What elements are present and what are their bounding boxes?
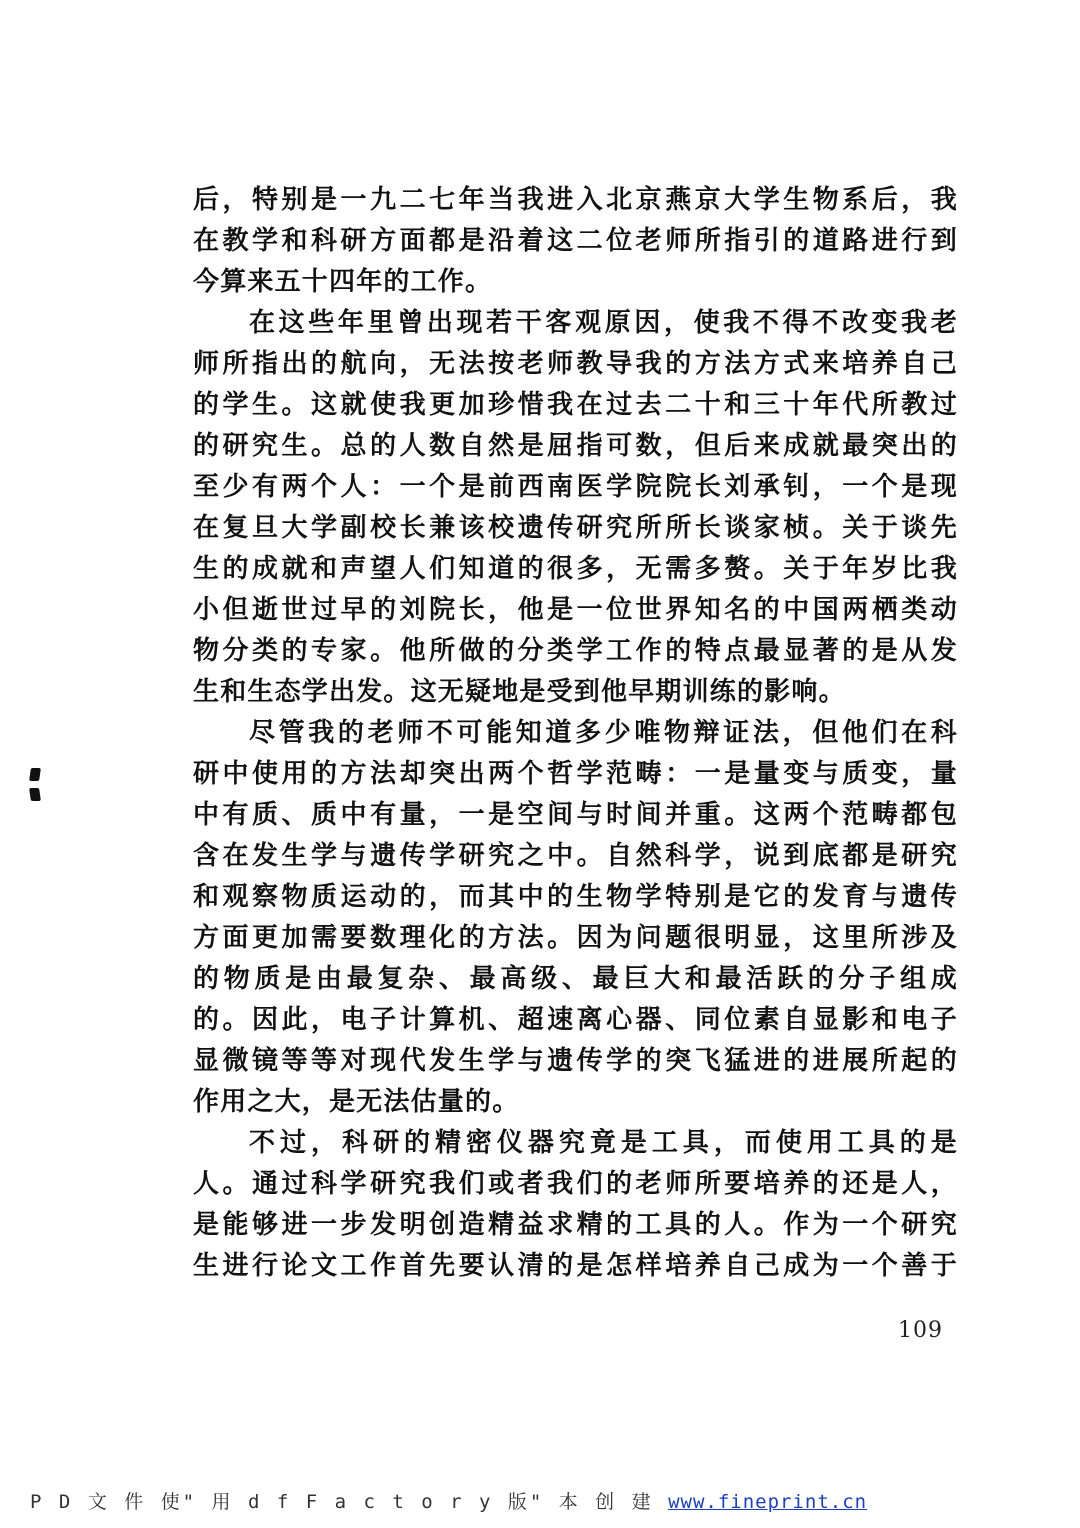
text-line: 的研究生。总的人数自然是屈指可数，但后来成就最突出的 [193, 431, 958, 461]
text-line: 今算来五十四年的工作。 [193, 267, 493, 297]
text-line: 人。通过科学研究我们或者我们的老师所要培养的还是人， [193, 1169, 958, 1199]
watermark-text: P D 文 件 使" 用 d f F a c t o r y 版" 本 创 建 [30, 1491, 654, 1513]
text-line: 的。因此，电子计算机、超速离心器、同位素自显影和电子 [193, 1005, 958, 1035]
text-line: 显微镜等等对现代发生学与遗传学的突飞猛进的进展所起的 [193, 1046, 958, 1076]
margin-binding-marks [30, 768, 44, 802]
text-line: 的物质是由最复杂、最高级、最巨大和最活跃的分子组成 [193, 964, 958, 994]
paragraph-4 [193, 1123, 958, 1287]
page-number: 109 [898, 1318, 943, 1343]
text-line: 作用之大，是无法估量的。 [193, 1087, 520, 1117]
text-line: 中有质、质中有量，一是空间与时间并重。这两个范畴都包 [193, 800, 958, 830]
text-line: 研中使用的方法却突出两个哲学范畴：一是量变与质变，量 [193, 759, 958, 789]
text-line: 生进行论文工作首先要认清的是怎样培养自己成为一个善于 [193, 1251, 958, 1281]
paragraph-2 [193, 303, 958, 713]
body-text [193, 180, 958, 1287]
watermark-link[interactable]: www.fineprint.cn [668, 1491, 868, 1513]
text-line: 在这些年里曾出现若干客观原因，使我不得不改变我老 [249, 308, 958, 338]
text-line: 生和生态学出发。这无疑地是受到他早期训练的影响。 [193, 677, 846, 707]
binding-mark [29, 788, 41, 801]
text-line: 物分类的专家。他所做的分类学工作的特点最显著的是从发 [193, 636, 958, 666]
pdf-watermark [30, 1487, 867, 1514]
text-line: 方面更加需要数理化的方法。因为问题很明显，这里所涉及 [193, 923, 958, 953]
text-line: 含在发生学与遗传学研究之中。自然科学，说到底都是研究 [193, 841, 958, 871]
text-line: 在复旦大学副校长兼该校遗传研究所所长谈家桢。关于谈先 [193, 513, 958, 543]
paragraph-1 [193, 180, 958, 303]
text-line: 和观察物质运动的，而其中的生物学特别是它的发育与遗传 [193, 882, 958, 912]
text-line: 后，特别是一九二七年当我进入北京燕京大学生物系后，我 [193, 185, 958, 215]
paragraph-3 [193, 713, 958, 1123]
text-line: 师所指出的航向，无法按老师教导我的方法方式来培养自己 [193, 349, 958, 379]
text-line: 小但逝世过早的刘院长，他是一位世界知名的中国两栖类动 [193, 595, 958, 625]
text-line: 的学生。这就使我更加珍惜我在过去二十和三十年代所教过 [193, 390, 958, 420]
text-line: 在教学和科研方面都是沿着这二位老师所指引的道路进行到 [193, 226, 958, 256]
text-line: 是能够进一步发明创造精益求精的工具的人。作为一个研究 [193, 1210, 958, 1240]
text-line: 不过，科研的精密仪器究竟是工具，而使用工具的是 [249, 1128, 958, 1158]
text-line: 至少有两个人：一个是前西南医学院院长刘承钊，一个是现 [193, 472, 958, 502]
text-line: 生的成就和声望人们知道的很多，无需多赘。关于年岁比我 [193, 554, 958, 584]
binding-mark [29, 768, 41, 781]
text-line: 尽管我的老师不可能知道多少唯物辩证法，但他们在科 [249, 718, 958, 748]
